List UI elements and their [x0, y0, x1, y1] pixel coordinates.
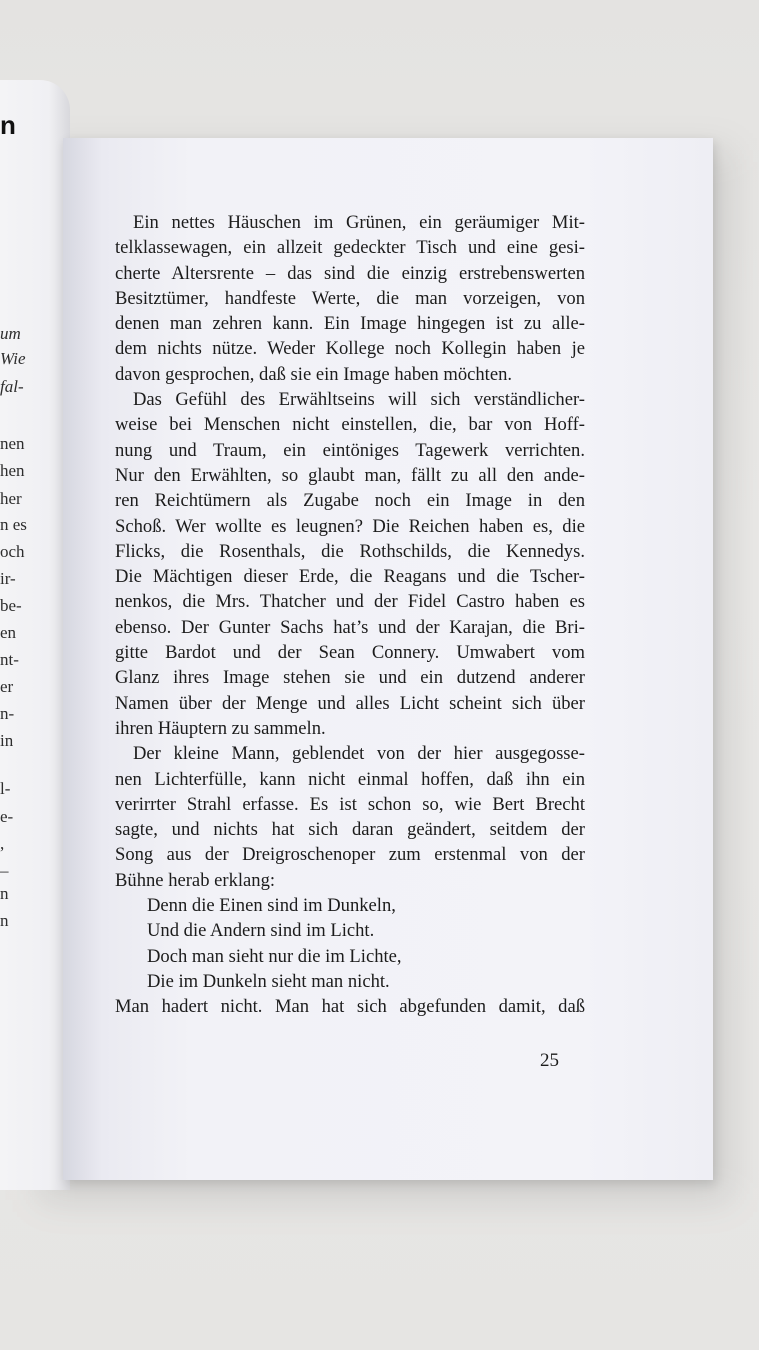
- left-page-fragment: n: [0, 911, 9, 930]
- verse-line: Doch man sieht nur die im Lichte,: [147, 945, 402, 967]
- left-page-fragment: Wie: [0, 349, 26, 368]
- verse-line: Denn die Einen sind im Dunkeln,: [147, 895, 396, 917]
- left-page-fragment: hen: [0, 461, 25, 480]
- text-line: Namen über der Menge und alles Licht scheint sich über: [115, 692, 585, 714]
- text-line: davon gesprochen, daß sie ein Image haben möchten.: [115, 363, 513, 385]
- text-line: sagte, und nichts hat sich daran geändert, seitdem der: [115, 819, 585, 841]
- text-line: nen Lichterfülle, kann nicht einmal hoffen, daß ihn ein: [115, 768, 585, 790]
- text-line: Besitztümer, handfeste Werte, die man vorzeigen, von: [115, 287, 585, 309]
- text-line: Song aus der Dreigroschenoper zum erstenmal von der: [115, 844, 585, 866]
- text-line: nenkos, die Mrs. Thatcher und der Fidel Castro haben es: [115, 591, 585, 613]
- left-page-fragment: och: [0, 542, 25, 561]
- left-page-fragment: n es: [0, 515, 27, 534]
- text-line: Glanz ihres Image stehen sie und ein dutzend anderer: [115, 667, 585, 689]
- page-body-text: [115, 210, 585, 1020]
- text-line: verirrter Strahl erfasse. Es ist schon so, wie Bert Brecht: [115, 793, 585, 815]
- text-line: telklassewagen, ein allzeit gedeckter Tisch und eine gesi-: [115, 237, 585, 259]
- verse-line: Und die Andern sind im Licht.: [147, 920, 375, 942]
- text-line: Der kleine Mann, geblendet von der hier ausgegosse-: [133, 743, 585, 765]
- text-line: ebenso. Der Gunter Sachs hat’s und der Karajan, die Bri-: [115, 616, 585, 638]
- text-line: ihren Häuptern zu sammeln.: [115, 717, 326, 739]
- left-page-fragment: n-: [0, 704, 15, 723]
- text-line: dem nichts nütze. Weder Kollege noch Kollegin haben je: [115, 338, 585, 360]
- verse-line: Die im Dunkeln sieht man nicht.: [147, 970, 390, 992]
- left-page-fragment: be-: [0, 596, 22, 615]
- left-page-fragment: er: [0, 677, 14, 696]
- text-line: cherte Altersrente – das sind die einzig erstrebenswerten: [115, 262, 585, 284]
- text-line: Nur den Erwählten, so glaubt man, fällt zu all den ande-: [115, 464, 585, 486]
- text-line: Das Gefühl des Erwähltseins will sich verständlicher-: [133, 389, 585, 411]
- text-line: gitte Bardot und der Sean Connery. Umwabert vom: [115, 642, 585, 664]
- left-page-fragment: ,: [0, 834, 5, 853]
- left-page-fragment: ir-: [0, 569, 16, 588]
- text-line: Man hadert nicht. Man hat sich abgefunden damit, daß: [115, 996, 585, 1018]
- left-page-fragment: fal-: [0, 377, 24, 396]
- left-page-fragment: n: [0, 884, 9, 903]
- text-line: weise bei Menschen nicht einstellen, die, bar von Hoff-: [115, 414, 585, 436]
- text-line: ren Reichtümern als Zugabe noch ein Image in den: [115, 490, 585, 512]
- text-line: nung und Traum, ein eintöniges Tagewerk verrichten.: [115, 439, 585, 461]
- left-page-fragment: e-: [0, 807, 14, 826]
- left-page-fragment: –: [0, 861, 9, 880]
- text-line: Schoß. Wer wollte es leugnen? Die Reichen haben es, die: [115, 515, 585, 537]
- text-line: Flicks, die Rosenthals, die Rothschilds, die Kennedys.: [115, 540, 585, 562]
- page-number: 25: [540, 1050, 559, 1071]
- left-page-fragment: nen: [0, 434, 25, 453]
- left-page-fragment: in: [0, 731, 14, 750]
- left-page-fragment: nt-: [0, 650, 19, 669]
- text-line: Die Mächtigen dieser Erde, die Reagans und die Tscher-: [115, 566, 585, 588]
- text-line: Bühne herab erklang:: [115, 869, 276, 891]
- left-page-fragment: her: [0, 489, 22, 508]
- left-page-fragment: um: [0, 324, 21, 343]
- left-page-fragment: en: [0, 623, 17, 642]
- left-page-fragment: l-: [0, 779, 11, 798]
- text-line: denen man zehren kann. Ein Image hingegen ist zu alle-: [115, 313, 585, 335]
- left-book-page: [0, 80, 70, 1190]
- left-page-fragment: n: [0, 110, 16, 140]
- text-line: Ein nettes Häuschen im Grünen, ein geräumiger Mit-: [133, 212, 585, 233]
